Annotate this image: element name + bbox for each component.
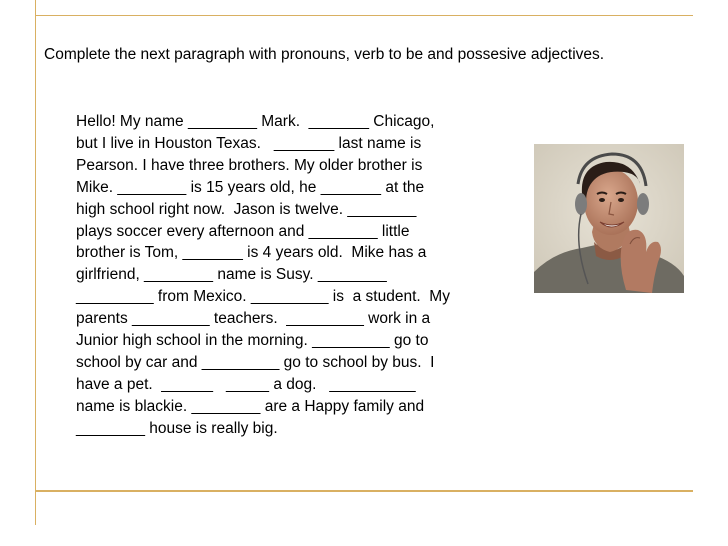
paragraph-line: Hello! My name ________ Mark. _______ Chicago, — [76, 113, 435, 130]
paragraph-line: girlfriend, ________ name is Susy. ________ — [76, 266, 387, 284]
paragraph-line: Mike. ________ is 15 years old, he _______ at the — [76, 178, 425, 196]
paragraph-line: school by car and _________ go to school by bus. I — [76, 353, 435, 371]
paragraph-line: name is blackie. ________ are a Happy family and — [76, 397, 425, 415]
paragraph-line: plays soccer every afternoon and ________ little — [76, 222, 410, 240]
left-border-line — [35, 0, 36, 525]
paragraph-line: Pearson. I have three brothers. My older brother is — [76, 156, 423, 174]
bottom-border-line — [35, 490, 693, 492]
instructions-text: Complete the next paragraph with pronouns, verb to be and possesive adjectives. — [44, 46, 605, 63]
exercise-paragraph — [76, 111, 526, 440]
photo-man-with-headphones — [534, 144, 684, 293]
paragraph-line: brother is Tom, _______ is 4 years old. Mike has a — [76, 244, 427, 262]
paragraph-line: have a pet. ______ _____ a dog. __________ — [76, 375, 416, 393]
paragraph-line: ________ house is really big. — [76, 419, 278, 437]
paragraph-line: high school right now. Jason is twelve. ________ — [76, 200, 417, 218]
paragraph-line: _________ from Mexico. _________ is a student. My — [76, 288, 450, 306]
paragraph-line: but I live in Houston Texas. _______ last name is — [76, 134, 422, 152]
paragraph-line: Junior high school in the morning. _________ go to — [76, 332, 429, 350]
top-border-line — [35, 15, 693, 16]
paragraph-line: parents _________ teachers. _________ work in a — [76, 310, 431, 328]
